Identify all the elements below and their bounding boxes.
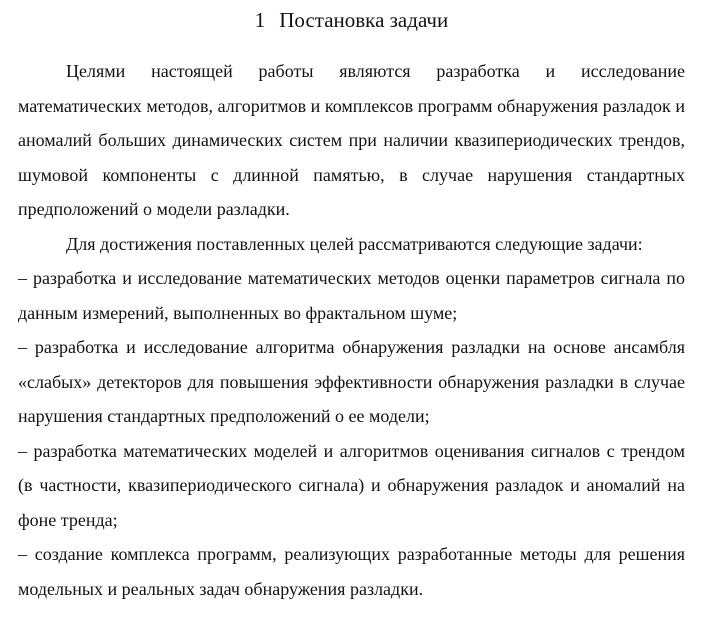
task-item-4: – создание комплекса программ, реализующих разработанные методы для решения модельных и реальных задач обнаружения разладки. xyxy=(18,544,685,599)
task-item-3: – разработка математических моделей и алгоритмов оценивания сигналов с трендом (в частности, квазипериодического сигнала) и обнаружения разладок и аномалий на фоне тренда; xyxy=(18,440,685,530)
tasks-intro-paragraph: Для достижения поставленных целей рассматриваются следующие задачи: xyxy=(66,233,643,254)
document-page xyxy=(18,8,685,606)
section-title: Постановка задачи xyxy=(279,8,449,32)
goals-paragraph: Целями настоящей работы являются разработка и исследование математических методов, алгоритмов и комплексов программ обнаружения разладок и аномалий больших динамических систем при наличии квазипериодических трендов, шумовой компоненты с длинной памятью, в случае нарушения стандартных предположений о модели разладки. xyxy=(18,61,685,219)
section-heading xyxy=(18,8,685,32)
task-item-2: – разработка и исследование алгоритма обнаружения разладки на основе ансамбля «слабых» детекторов для повышения эффективности обнаружения разладки в случае нарушения стандартных предположений о ее модели; xyxy=(18,337,685,426)
section-number: 1 xyxy=(254,8,266,32)
task-item-1: – разработка и исследование математических методов оценки параметров сигнала по данным измерений, выполненных во фрактальном шуме; xyxy=(18,268,685,323)
